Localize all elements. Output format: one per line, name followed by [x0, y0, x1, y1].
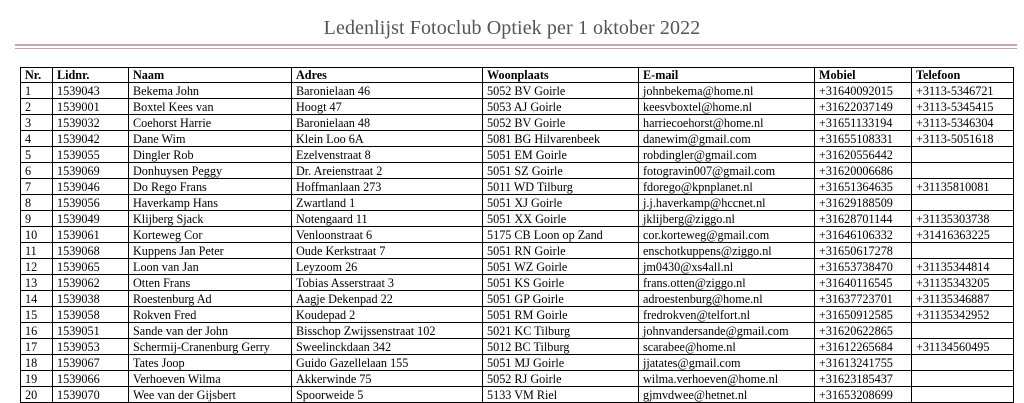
cell-mobiel: +31653738470 — [815, 259, 912, 275]
cell-woonplaats: 5051 WZ Goirle — [483, 259, 639, 275]
cell-telefoon: +31135346887 — [912, 291, 1014, 307]
table-row — [21, 83, 1014, 99]
cell-telefoon: +31135303738 — [912, 211, 1014, 227]
cell-woonplaats: 5051 EM Goirle — [483, 147, 639, 163]
cell-naam: Klijberg Sjack — [129, 211, 292, 227]
cell-mobiel: +31646106332 — [815, 227, 912, 243]
cell-mobiel: +31650912585 — [815, 307, 912, 323]
cell-lidnr: 1539067 — [53, 355, 129, 371]
header-col-nr: Nr. — [21, 68, 53, 83]
cell-nr: 10 — [21, 227, 53, 243]
cell-woonplaats: 5012 BC Tilburg — [483, 339, 639, 355]
cell-email: j.j.haverkamp@hccnet.nl — [639, 195, 815, 211]
cell-adres: Tobias Asserstraat 3 — [292, 275, 483, 291]
table-body — [21, 83, 1014, 403]
cell-mobiel: +31628701144 — [815, 211, 912, 227]
cell-telefoon — [912, 147, 1014, 163]
cell-lidnr: 1539066 — [53, 371, 129, 387]
table-row — [21, 163, 1014, 179]
cell-naam: Rokven Fred — [129, 307, 292, 323]
cell-telefoon: +31134560495 — [912, 339, 1014, 355]
header-col-telefoon: Telefoon — [912, 68, 1014, 83]
cell-adres: Klein Loo 6A — [292, 131, 483, 147]
cell-email: enschotkuppens@ziggo.nl — [639, 243, 815, 259]
cell-mobiel: +31640116545 — [815, 275, 912, 291]
table-row — [21, 179, 1014, 195]
header-col-woonplaats: Woonplaats — [483, 68, 639, 83]
cell-nr: 18 — [21, 355, 53, 371]
cell-woonplaats: 5081 BG Hilvarenbeek — [483, 131, 639, 147]
page-title: Ledenlijst Fotoclub Optiek per 1 oktober 2022 — [323, 17, 701, 39]
cell-nr: 11 — [21, 243, 53, 259]
cell-email: jm0430@xs4all.nl — [639, 259, 815, 275]
header-col-naam: Naam — [129, 68, 292, 83]
cell-telefoon: +31135343205 — [912, 275, 1014, 291]
cell-telefoon: +31135342952 — [912, 307, 1014, 323]
cell-telefoon: +3113-5345415 — [912, 99, 1014, 115]
cell-nr: 9 — [21, 211, 53, 227]
cell-adres: Baronielaan 46 — [292, 83, 483, 99]
cell-naam: Korteweg Cor — [129, 227, 292, 243]
cell-telefoon: +3113-5346304 — [912, 115, 1014, 131]
cell-mobiel: +31623185437 — [815, 371, 912, 387]
cell-email: harriecoehorst@home.nl — [639, 115, 815, 131]
table-row — [21, 291, 1014, 307]
cell-nr: 1 — [21, 83, 53, 99]
cell-mobiel: +31637723701 — [815, 291, 912, 307]
cell-nr: 6 — [21, 163, 53, 179]
cell-adres: Leyzoom 26 — [292, 259, 483, 275]
cell-mobiel: +31650617278 — [815, 243, 912, 259]
header-col-adres: Adres — [292, 68, 483, 83]
cell-adres: Zwartland 1 — [292, 195, 483, 211]
cell-woonplaats: 5051 GP Goirle — [483, 291, 639, 307]
cell-woonplaats: 5051 MJ Goirle — [483, 355, 639, 371]
table-row — [21, 211, 1014, 227]
table-row — [21, 147, 1014, 163]
cell-telefoon: +3113-5346721 — [912, 83, 1014, 99]
header-row — [21, 68, 1014, 83]
cell-adres: Koudepad 2 — [292, 307, 483, 323]
cell-woonplaats: 5051 KS Goirle — [483, 275, 639, 291]
cell-woonplaats: 5052 RJ Goirle — [483, 371, 639, 387]
cell-telefoon — [912, 163, 1014, 179]
cell-woonplaats: 5051 SZ Goirle — [483, 163, 639, 179]
cell-email: cor.korteweg@gmail.com — [639, 227, 815, 243]
cell-mobiel: +31620622865 — [815, 323, 912, 339]
cell-nr: 3 — [21, 115, 53, 131]
table-row — [21, 387, 1014, 403]
cell-nr: 13 — [21, 275, 53, 291]
cell-woonplaats: 5011 WD Tilburg — [483, 179, 639, 195]
cell-telefoon — [912, 371, 1014, 387]
cell-mobiel: +31651133194 — [815, 115, 912, 131]
cell-adres: Spoorweide 5 — [292, 387, 483, 403]
cell-lidnr: 1539001 — [53, 99, 129, 115]
cell-email: fdorego@kpnplanet.nl — [639, 179, 815, 195]
cell-mobiel: +31620556442 — [815, 147, 912, 163]
cell-naam: Dingler Rob — [129, 147, 292, 163]
cell-lidnr: 1539070 — [53, 387, 129, 403]
cell-email: frans.otten@ziggo.nl — [639, 275, 815, 291]
cell-email: adroestenburg@home.nl — [639, 291, 815, 307]
table-row — [21, 275, 1014, 291]
cell-woonplaats: 5051 XJ Goirle — [483, 195, 639, 211]
cell-telefoon — [912, 243, 1014, 259]
table-row — [21, 227, 1014, 243]
table-row — [21, 99, 1014, 115]
cell-woonplaats: 5052 BV Goirle — [483, 115, 639, 131]
cell-email: johnvandersande@gmail.com — [639, 323, 815, 339]
member-table — [20, 67, 1014, 403]
cell-email: jjatates@gmail.com — [639, 355, 815, 371]
cell-nr: 17 — [21, 339, 53, 355]
cell-nr: 15 — [21, 307, 53, 323]
cell-woonplaats: 5133 VM Riel — [483, 387, 639, 403]
cell-naam: Verhoeven Wilma — [129, 371, 292, 387]
cell-naam: Loon van Jan — [129, 259, 292, 275]
cell-nr: 20 — [21, 387, 53, 403]
cell-lidnr: 1539032 — [53, 115, 129, 131]
cell-lidnr: 1539053 — [53, 339, 129, 355]
cell-adres: Guido Gazellelaan 155 — [292, 355, 483, 371]
cell-naam: Tates Joop — [129, 355, 292, 371]
cell-woonplaats: 5051 RM Goirle — [483, 307, 639, 323]
cell-naam: Sande van der John — [129, 323, 292, 339]
cell-mobiel: +31620006686 — [815, 163, 912, 179]
cell-lidnr: 1539058 — [53, 307, 129, 323]
cell-adres: Dr. Areienstraat 2 — [292, 163, 483, 179]
cell-email: fredrokven@telfort.nl — [639, 307, 815, 323]
cell-naam: Otten Frans — [129, 275, 292, 291]
cell-nr: 8 — [21, 195, 53, 211]
cell-email: gjmvdwee@hetnet.nl — [639, 387, 815, 403]
cell-naam: Donhuysen Peggy — [129, 163, 292, 179]
cell-lidnr: 1539051 — [53, 323, 129, 339]
cell-mobiel: +31651364635 — [815, 179, 912, 195]
title-divider — [15, 44, 1017, 46]
cell-adres: Venloonstraat 6 — [292, 227, 483, 243]
header-col-email: E-mail — [639, 68, 815, 83]
cell-adres: Aagje Dekenpad 22 — [292, 291, 483, 307]
cell-email: jklijberg@ziggo.nl — [639, 211, 815, 227]
cell-adres: Baronielaan 48 — [292, 115, 483, 131]
table-row — [21, 371, 1014, 387]
cell-email: robdingler@gmail.com — [639, 147, 815, 163]
cell-adres: Bisschop Zwijssenstraat 102 — [292, 323, 483, 339]
cell-lidnr: 1539068 — [53, 243, 129, 259]
cell-telefoon — [912, 387, 1014, 403]
cell-woonplaats: 5052 BV Goirle — [483, 83, 639, 99]
table-row — [21, 115, 1014, 131]
cell-naam: Coehorst Harrie — [129, 115, 292, 131]
table-row — [21, 307, 1014, 323]
cell-nr: 5 — [21, 147, 53, 163]
cell-telefoon: +31135344814 — [912, 259, 1014, 275]
cell-lidnr: 1539049 — [53, 211, 129, 227]
header-col-lidnr: Lidnr. — [53, 68, 129, 83]
cell-nr: 16 — [21, 323, 53, 339]
cell-lidnr: 1539055 — [53, 147, 129, 163]
cell-email: fotogravin007@gmail.com — [639, 163, 815, 179]
cell-email: danewim@gmail.com — [639, 131, 815, 147]
cell-lidnr: 1539065 — [53, 259, 129, 275]
cell-adres: Hoffmanlaan 273 — [292, 179, 483, 195]
cell-telefoon: +3113-5051618 — [912, 131, 1014, 147]
table-row — [21, 323, 1014, 339]
cell-telefoon — [912, 195, 1014, 211]
table-row — [21, 339, 1014, 355]
cell-lidnr: 1539069 — [53, 163, 129, 179]
cell-lidnr: 1539046 — [53, 179, 129, 195]
cell-mobiel: +31622037149 — [815, 99, 912, 115]
cell-nr: 19 — [21, 371, 53, 387]
cell-telefoon: +31416363225 — [912, 227, 1014, 243]
cell-email: scarabee@home.nl — [639, 339, 815, 355]
cell-nr: 14 — [21, 291, 53, 307]
cell-naam: Schermij-Cranenburg Gerry — [129, 339, 292, 355]
cell-email: keesvboxtel@home.nl — [639, 99, 815, 115]
cell-nr: 4 — [21, 131, 53, 147]
table-row — [21, 243, 1014, 259]
cell-mobiel: +31613241755 — [815, 355, 912, 371]
cell-mobiel: +31653208699 — [815, 387, 912, 403]
cell-telefoon: +31135810081 — [912, 179, 1014, 195]
cell-woonplaats: 5051 XX Goirle — [483, 211, 639, 227]
cell-naam: Haverkamp Hans — [129, 195, 292, 211]
table-row — [21, 259, 1014, 275]
cell-naam: Kuppens Jan Peter — [129, 243, 292, 259]
cell-naam: Bekema John — [129, 83, 292, 99]
cell-nr: 2 — [21, 99, 53, 115]
cell-woonplaats: 5021 KC Tilburg — [483, 323, 639, 339]
cell-adres: Sweelinckdaan 342 — [292, 339, 483, 355]
cell-email: johnbekema@home.nl — [639, 83, 815, 99]
cell-lidnr: 1539043 — [53, 83, 129, 99]
cell-mobiel: +31629188509 — [815, 195, 912, 211]
cell-woonplaats: 5053 AJ Goirle — [483, 99, 639, 115]
cell-lidnr: 1539038 — [53, 291, 129, 307]
cell-adres: Hoogt 47 — [292, 99, 483, 115]
cell-adres: Akkerwinde 75 — [292, 371, 483, 387]
cell-adres: Oude Kerkstraat 7 — [292, 243, 483, 259]
cell-lidnr: 1539056 — [53, 195, 129, 211]
cell-telefoon — [912, 355, 1014, 371]
table-row — [21, 131, 1014, 147]
cell-naam: Boxtel Kees van — [129, 99, 292, 115]
cell-naam: Roestenburg Ad — [129, 291, 292, 307]
table-row — [21, 195, 1014, 211]
cell-adres: Notengaard 11 — [292, 211, 483, 227]
cell-mobiel: +31655108331 — [815, 131, 912, 147]
table-row — [21, 355, 1014, 371]
cell-naam: Wee van der Gijsbert — [129, 387, 292, 403]
cell-mobiel: +31640092015 — [815, 83, 912, 99]
cell-woonplaats: 5175 CB Loon op Zand — [483, 227, 639, 243]
cell-mobiel: +31612265684 — [815, 339, 912, 355]
cell-lidnr: 1539062 — [53, 275, 129, 291]
cell-email: wilma.verhoeven@home.nl — [639, 371, 815, 387]
cell-lidnr: 1539061 — [53, 227, 129, 243]
cell-nr: 7 — [21, 179, 53, 195]
cell-naam: Do Rego Frans — [129, 179, 292, 195]
cell-adres: Ezelvenstraat 8 — [292, 147, 483, 163]
header-col-mobiel: Mobiel — [815, 68, 912, 83]
title-divider-secondary — [15, 48, 1017, 49]
cell-lidnr: 1539042 — [53, 131, 129, 147]
cell-telefoon — [912, 323, 1014, 339]
cell-nr: 12 — [21, 259, 53, 275]
cell-woonplaats: 5051 RN Goirle — [483, 243, 639, 259]
cell-naam: Dane Wim — [129, 131, 292, 147]
